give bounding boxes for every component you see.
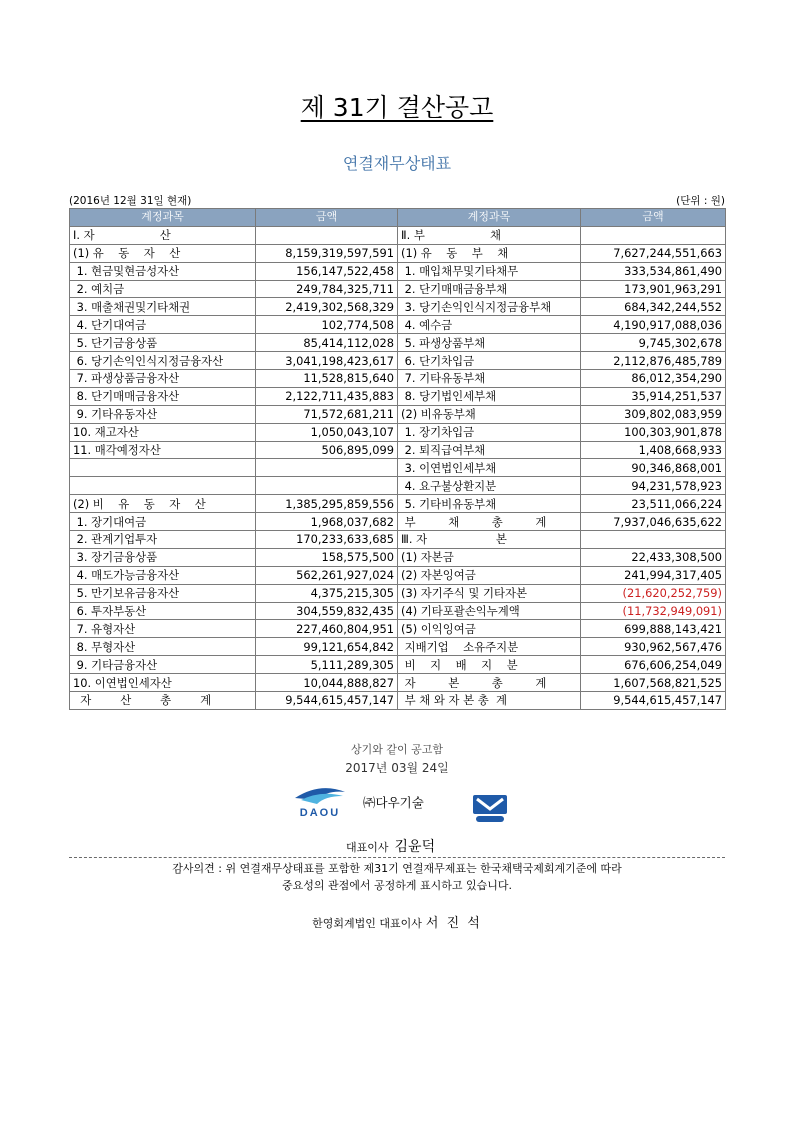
auditor-signature bbox=[0, 912, 794, 931]
amount-cell: 22,433,308,500 bbox=[581, 548, 726, 566]
amount-cell: 156,147,522,458 bbox=[256, 262, 398, 280]
table-row bbox=[70, 548, 726, 566]
account-cell: 11. 매각예정자산 bbox=[70, 441, 256, 459]
amount-cell: 158,575,500 bbox=[256, 548, 398, 566]
table-row bbox=[70, 387, 726, 405]
account-cell: 9. 기타금융자산 bbox=[70, 656, 256, 674]
account-cell: (1) 유 동 부 채 bbox=[398, 244, 581, 262]
audit-opinion-line1: 감사의견 : 위 연결재무상태표를 포함한 제31기 연결재무제표는 한국채택국제회계기준에 따라 bbox=[172, 862, 622, 875]
statement-date: (2016년 12월 31일 현재) bbox=[69, 195, 192, 207]
amount-cell: 241,994,317,405 bbox=[581, 566, 726, 584]
unit-label: (단위 : 원) bbox=[676, 195, 725, 207]
audit-opinion-line2: 중요성의 관점에서 공정하게 표시하고 있습니다. bbox=[281, 879, 512, 892]
table-row bbox=[70, 459, 726, 477]
table-row bbox=[70, 298, 726, 316]
account-cell: 2. 관계기업투자 bbox=[70, 531, 256, 549]
statement-title: 연결재무상태표 bbox=[342, 154, 452, 173]
amount-cell: 5,111,289,305 bbox=[256, 656, 398, 674]
amount-cell: 9,544,615,457,147 bbox=[256, 692, 398, 710]
amount-cell: (11,732,949,091) bbox=[581, 602, 726, 620]
page-title: 제 31기 결산공고 bbox=[300, 93, 494, 122]
account-cell: 7. 유형자산 bbox=[70, 620, 256, 638]
account-cell: (2) 비 유 동 자 산 bbox=[70, 495, 256, 513]
account-cell: 2. 퇴직급여부채 bbox=[398, 441, 581, 459]
account-cell bbox=[70, 459, 256, 477]
account-cell: 4. 예수금 bbox=[398, 316, 581, 334]
amount-cell: 10,044,888,827 bbox=[256, 674, 398, 692]
account-cell: 8. 당기법인세부채 bbox=[398, 387, 581, 405]
table-row bbox=[70, 531, 726, 549]
company-seal-icon bbox=[471, 794, 509, 824]
amount-cell: 11,528,815,640 bbox=[256, 370, 398, 388]
amount-cell: 1,050,043,107 bbox=[256, 423, 398, 441]
rep-label: 대표이사 bbox=[346, 841, 389, 854]
amount-cell: 102,774,508 bbox=[256, 316, 398, 334]
amount-cell: 684,342,244,552 bbox=[581, 298, 726, 316]
amount-cell bbox=[256, 226, 398, 244]
table-row bbox=[70, 280, 726, 298]
statement-meta bbox=[69, 193, 725, 207]
table-row bbox=[70, 262, 726, 280]
account-cell: 5. 기타비유동부채 bbox=[398, 495, 581, 513]
amount-cell: 309,802,083,959 bbox=[581, 405, 726, 423]
amount-cell: 7,937,046,635,622 bbox=[581, 513, 726, 531]
table-row bbox=[70, 495, 726, 513]
header-account-right: 계정과목 bbox=[398, 209, 581, 227]
table-row bbox=[70, 370, 726, 388]
amount-cell: 8,159,319,597,591 bbox=[256, 244, 398, 262]
amount-cell: 9,544,615,457,147 bbox=[581, 692, 726, 710]
amount-cell: 100,303,901,878 bbox=[581, 423, 726, 441]
amount-cell: 676,606,254,049 bbox=[581, 656, 726, 674]
rep-name: 김윤덕 bbox=[394, 839, 436, 855]
table-row bbox=[70, 566, 726, 584]
account-cell: 2. 단기매매금융부채 bbox=[398, 280, 581, 298]
amount-cell: 2,122,711,435,883 bbox=[256, 387, 398, 405]
divider bbox=[69, 857, 725, 858]
amount-cell: 1,607,568,821,525 bbox=[581, 674, 726, 692]
account-cell: 7. 기타유동부채 bbox=[398, 370, 581, 388]
amount-cell: 94,231,578,923 bbox=[581, 477, 726, 495]
account-cell: 10. 재고자산 bbox=[70, 423, 256, 441]
amount-cell: 227,460,804,951 bbox=[256, 620, 398, 638]
account-cell: 부 채 총 계 bbox=[398, 513, 581, 531]
amount-cell: 85,414,112,028 bbox=[256, 334, 398, 352]
table-row bbox=[70, 692, 726, 710]
table-row bbox=[70, 244, 726, 262]
notice-text: 상기와 같이 공고함 bbox=[350, 743, 443, 756]
auditor-name: 서 진 석 bbox=[425, 916, 482, 931]
daou-logo-text: DAOU bbox=[299, 807, 341, 819]
amount-cell: 90,346,868,001 bbox=[581, 459, 726, 477]
header-amount-right: 금액 bbox=[581, 209, 726, 227]
account-cell: 자 산 총 계 bbox=[70, 692, 256, 710]
amount-cell: 173,901,963,291 bbox=[581, 280, 726, 298]
amount-cell: 2,419,302,568,329 bbox=[256, 298, 398, 316]
amount-cell: 86,012,354,290 bbox=[581, 370, 726, 388]
account-cell: 4. 단기대여금 bbox=[70, 316, 256, 334]
amount-cell bbox=[256, 459, 398, 477]
account-cell: 10. 이연법인세자산 bbox=[70, 674, 256, 692]
account-cell: 6. 당기손익인식지정금융자산 bbox=[70, 352, 256, 370]
account-cell: 3. 매출채권및기타채권 bbox=[70, 298, 256, 316]
account-cell: 5. 만기보유금융자산 bbox=[70, 584, 256, 602]
table-row bbox=[70, 334, 726, 352]
table-row bbox=[70, 441, 726, 459]
account-cell: 1. 매입채무및기타채무 bbox=[398, 262, 581, 280]
table-row bbox=[70, 584, 726, 602]
table-row bbox=[70, 620, 726, 638]
account-cell: 비 지 배 지 분 bbox=[398, 656, 581, 674]
account-cell: 3. 장기금융상품 bbox=[70, 548, 256, 566]
table-row bbox=[70, 405, 726, 423]
amount-cell: 170,233,633,685 bbox=[256, 531, 398, 549]
amount-cell: 562,261,927,024 bbox=[256, 566, 398, 584]
account-cell: 6. 투자부동산 bbox=[70, 602, 256, 620]
account-cell: 2. 예치금 bbox=[70, 280, 256, 298]
amount-cell bbox=[256, 477, 398, 495]
account-cell: 3. 당기손익인식지정금융부채 bbox=[398, 298, 581, 316]
table-row bbox=[70, 674, 726, 692]
table-row bbox=[70, 477, 726, 495]
header-amount-left: 금액 bbox=[256, 209, 398, 227]
notice-date: 2017년 03월 24일 bbox=[345, 761, 449, 775]
amount-cell: 333,534,861,490 bbox=[581, 262, 726, 280]
account-cell: 6. 단기차입금 bbox=[398, 352, 581, 370]
table-body bbox=[70, 226, 726, 709]
account-cell: 8. 무형자산 bbox=[70, 638, 256, 656]
amount-cell: 1,408,668,933 bbox=[581, 441, 726, 459]
table-row bbox=[70, 423, 726, 441]
table-row bbox=[70, 316, 726, 334]
amount-cell: 699,888,143,421 bbox=[581, 620, 726, 638]
account-cell: 7. 파생상품금융자산 bbox=[70, 370, 256, 388]
amount-cell: 249,784,325,711 bbox=[256, 280, 398, 298]
amount-cell: 4,375,215,305 bbox=[256, 584, 398, 602]
account-cell: Ⅲ. 자 본 bbox=[398, 531, 581, 549]
amount-cell: 2,112,876,485,789 bbox=[581, 352, 726, 370]
table-row bbox=[70, 656, 726, 674]
table-row bbox=[70, 226, 726, 244]
table-header-row bbox=[70, 209, 726, 227]
account-cell: 1. 장기대여금 bbox=[70, 513, 256, 531]
amount-cell: 71,572,681,211 bbox=[256, 405, 398, 423]
amount-cell: 304,559,832,435 bbox=[256, 602, 398, 620]
account-cell: Ⅱ. 부 채 bbox=[398, 226, 581, 244]
account-cell: 부 채 와 자 본 총 계 bbox=[398, 692, 581, 710]
auditor-label: 한영회계법인 대표이사 bbox=[312, 917, 422, 930]
account-cell: (3) 자기주식 및 기타자본 bbox=[398, 584, 581, 602]
amount-cell: 930,962,567,476 bbox=[581, 638, 726, 656]
amount-cell: 23,511,066,224 bbox=[581, 495, 726, 513]
amount-cell: (21,620,252,759) bbox=[581, 584, 726, 602]
daou-logo-icon bbox=[287, 778, 353, 820]
amount-cell: 3,041,198,423,617 bbox=[256, 352, 398, 370]
balance-sheet-table bbox=[69, 208, 726, 710]
account-cell: Ⅰ. 자 산 bbox=[70, 226, 256, 244]
table-row bbox=[70, 352, 726, 370]
amount-cell: 1,968,037,682 bbox=[256, 513, 398, 531]
company-name: ㈜다우기술 bbox=[363, 795, 424, 810]
amount-cell: 4,190,917,088,036 bbox=[581, 316, 726, 334]
representative bbox=[346, 836, 435, 856]
account-cell: 8. 단기매매금융자산 bbox=[70, 387, 256, 405]
amount-cell: 1,385,295,859,556 bbox=[256, 495, 398, 513]
account-cell: (2) 자본잉여금 bbox=[398, 566, 581, 584]
account-cell bbox=[70, 477, 256, 495]
account-cell: (4) 기타포괄손익누계액 bbox=[398, 602, 581, 620]
table-row bbox=[70, 638, 726, 656]
amount-cell bbox=[581, 226, 726, 244]
amount-cell: 99,121,654,842 bbox=[256, 638, 398, 656]
account-cell: 4. 매도가능금융자산 bbox=[70, 566, 256, 584]
header-account-left: 계정과목 bbox=[70, 209, 256, 227]
account-cell: 4. 요구불상환지분 bbox=[398, 477, 581, 495]
amount-cell: 9,745,302,678 bbox=[581, 334, 726, 352]
amount-cell: 506,895,099 bbox=[256, 441, 398, 459]
account-cell: 자 본 총 계 bbox=[398, 674, 581, 692]
table-row bbox=[70, 602, 726, 620]
account-cell: 지배기업 소유주지분 bbox=[398, 638, 581, 656]
account-cell: 5. 파생상품부채 bbox=[398, 334, 581, 352]
account-cell: 1. 현금및현금성자산 bbox=[70, 262, 256, 280]
account-cell: (1) 유 동 자 산 bbox=[70, 244, 256, 262]
account-cell: 5. 단기금융상품 bbox=[70, 334, 256, 352]
amount-cell: 7,627,244,551,663 bbox=[581, 244, 726, 262]
amount-cell bbox=[581, 531, 726, 549]
account-cell: 1. 장기차입금 bbox=[398, 423, 581, 441]
account-cell: (5) 이익잉여금 bbox=[398, 620, 581, 638]
account-cell: (2) 비유동부채 bbox=[398, 405, 581, 423]
amount-cell: 35,914,251,537 bbox=[581, 387, 726, 405]
table-row bbox=[70, 513, 726, 531]
account-cell: (1) 자본금 bbox=[398, 548, 581, 566]
account-cell: 3. 이연법인세부채 bbox=[398, 459, 581, 477]
account-cell: 9. 기타유동자산 bbox=[70, 405, 256, 423]
